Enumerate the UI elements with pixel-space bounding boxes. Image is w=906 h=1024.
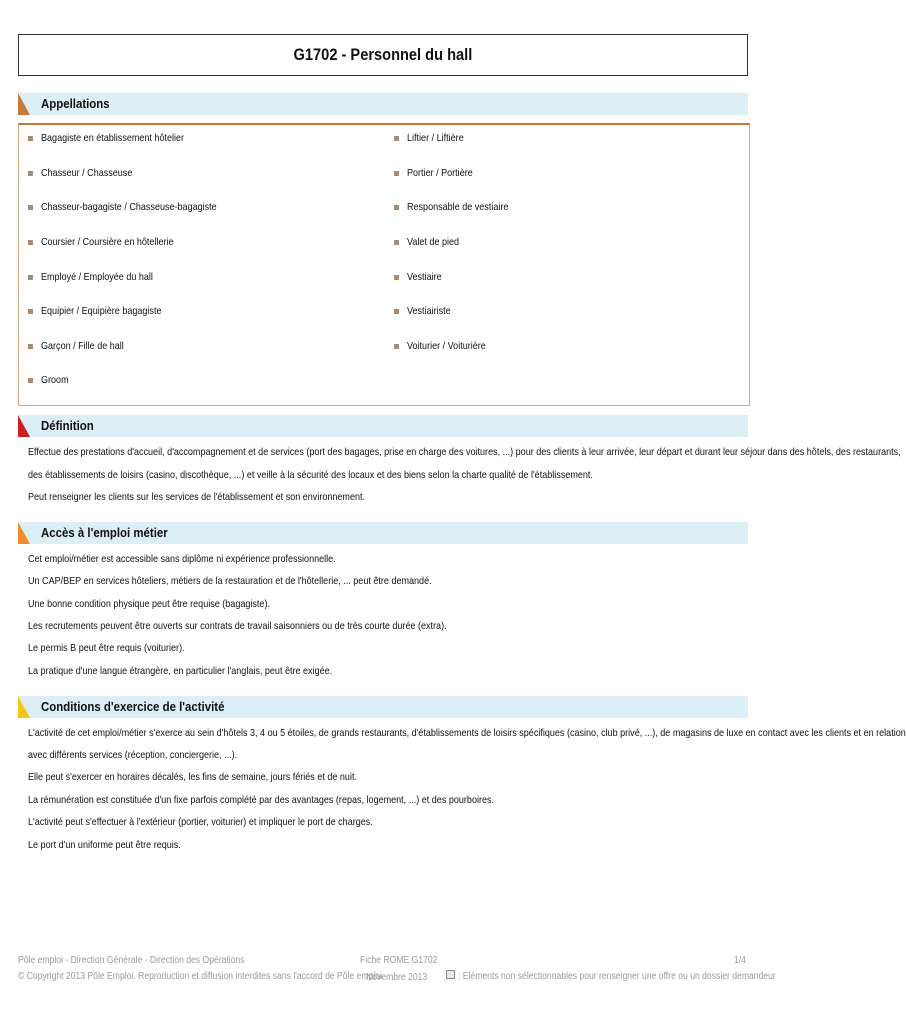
bullet-icon	[28, 171, 33, 176]
appellations-list	[18, 123, 750, 406]
footer-date: Novembre 2013	[366, 972, 428, 983]
bullet-icon	[394, 136, 399, 141]
section-title: Appellations	[41, 96, 110, 111]
bullet-icon	[394, 344, 399, 349]
document-icon	[446, 970, 455, 979]
bullet-icon	[28, 136, 33, 141]
page-title: G1702 - Personnel du hall	[293, 45, 473, 64]
bullet-icon	[28, 344, 33, 349]
conditions-text: La rémunération est constituée d'un fixe parfois complété par des avantages (repas, logement, ...) et des pourboires.	[28, 794, 495, 806]
footer-page-number: 1/4	[734, 955, 746, 966]
section-header-definition	[18, 415, 748, 437]
bullet-icon	[394, 171, 399, 176]
bullet-icon	[28, 205, 33, 210]
footer-copyright: © Copyright 2013 Pôle Emploi. Reproduction et diffusion interdites sans l'accord de Pôle emploi	[18, 971, 382, 982]
appellation-item: Voiturier / Voiturière	[407, 340, 486, 352]
bullet-icon	[394, 275, 399, 280]
section-flag-icon	[18, 696, 30, 718]
section-flag-icon	[18, 93, 30, 115]
section-flag-icon	[18, 522, 30, 544]
appellation-item: Bagagiste en établissement hôtelier	[41, 132, 185, 144]
section-header-conditions	[18, 696, 748, 718]
bullet-icon	[28, 275, 33, 280]
footer-org: Pôle emploi - Direction Générale - Direction des Opérations	[18, 955, 245, 966]
definition-text: des établissements de loisirs (casino, discothèque, ...) et veille à la sécurité des locaux et des biens selon la charte qualité de l'établissement.	[28, 469, 593, 481]
conditions-text: L'activité peut s'effectuer à l'extérieur (portier, voiturier) et impliquer le port de charges.	[28, 816, 373, 828]
acces-text: Le permis B peut être requis (voiturier).	[28, 642, 185, 654]
appellation-item: Equipier / Equipière bagagiste	[41, 305, 162, 317]
definition-text: Effectue des prestations d'accueil, d'accompagnement et de services (port des bagages, prise en charge des voitures, ...) pour des clients à leur arrivée, leur départ et durant leur séjour dans des hôtels, des restaurants,	[28, 446, 901, 458]
appellation-item: Liftier / Liftière	[407, 132, 464, 144]
section-header-appellations	[18, 93, 748, 115]
appellation-item: Valet de pied	[407, 236, 460, 248]
bullet-icon	[394, 240, 399, 245]
section-title: Accès à l'emploi métier	[41, 525, 168, 540]
acces-text: La pratique d'une langue étrangère, en particulier l'anglais, peut être exigée.	[28, 665, 333, 677]
bullet-icon	[28, 240, 33, 245]
appellation-item: Groom	[41, 374, 69, 386]
conditions-text: Le port d'un uniforme peut être requis.	[28, 839, 181, 851]
appellation-item: Chasseur / Chasseuse	[41, 167, 133, 179]
acces-text: Un CAP/BEP en services hôteliers, métiers de la restauration et de l'hôtellerie, ... peut être demandé.	[28, 575, 432, 587]
conditions-text: L'activité de cet emploi/métier s'exerce au sein d'hôtels 3, 4 ou 5 étoiles, de grands restaurants, d'établissements de loisirs spécifiques (casino, club privé, ...), de magasins de luxe en contact avec les clients et en relation	[28, 727, 906, 739]
acces-text: Les recrutements peuvent être ouverts sur contrats de travail saisonniers ou de très courte durée (extra).	[28, 620, 447, 632]
footer-note: : Eléments non sélectionnables pour renseigner une offre ou un dossier demandeur	[458, 971, 776, 982]
section-title: Définition	[41, 418, 94, 433]
appellation-item: Chasseur-bagagiste / Chasseuse-bagagiste	[41, 201, 217, 213]
conditions-text: avec différents services (réception, conciergerie, ...).	[28, 749, 238, 761]
appellation-item: Responsable de vestiaire	[407, 201, 509, 213]
bullet-icon	[394, 309, 399, 314]
appellation-item: Garçon / Fille de hall	[41, 340, 124, 352]
appellation-item: Portier / Portière	[407, 167, 473, 179]
appellation-item: Vestiaire	[407, 271, 442, 283]
bullet-icon	[394, 205, 399, 210]
conditions-text: Elle peut s'exercer en horaires décalés, les fins de semaine, jours fériés et de nuit.	[28, 771, 357, 783]
section-header-acces	[18, 522, 748, 544]
footer-fiche: Fiche ROME G1702	[360, 955, 438, 966]
section-flag-icon	[18, 415, 30, 437]
acces-text: Cet emploi/métier est accessible sans diplôme ni expérience professionnelle.	[28, 553, 336, 565]
bullet-icon	[28, 378, 33, 383]
appellation-item: Vestiairiste	[407, 305, 451, 317]
appellation-item: Employé / Employée du hall	[41, 271, 153, 283]
acces-text: Une bonne condition physique peut être requise (bagagiste).	[28, 598, 270, 610]
appellation-item: Coursier / Coursière en hôtellerie	[41, 236, 174, 248]
page-title-box	[18, 34, 748, 76]
bullet-icon	[28, 309, 33, 314]
definition-text: Peut renseigner les clients sur les services de l'établissement et son environnement.	[28, 491, 366, 503]
section-title: Conditions d'exercice de l'activité	[41, 699, 225, 714]
